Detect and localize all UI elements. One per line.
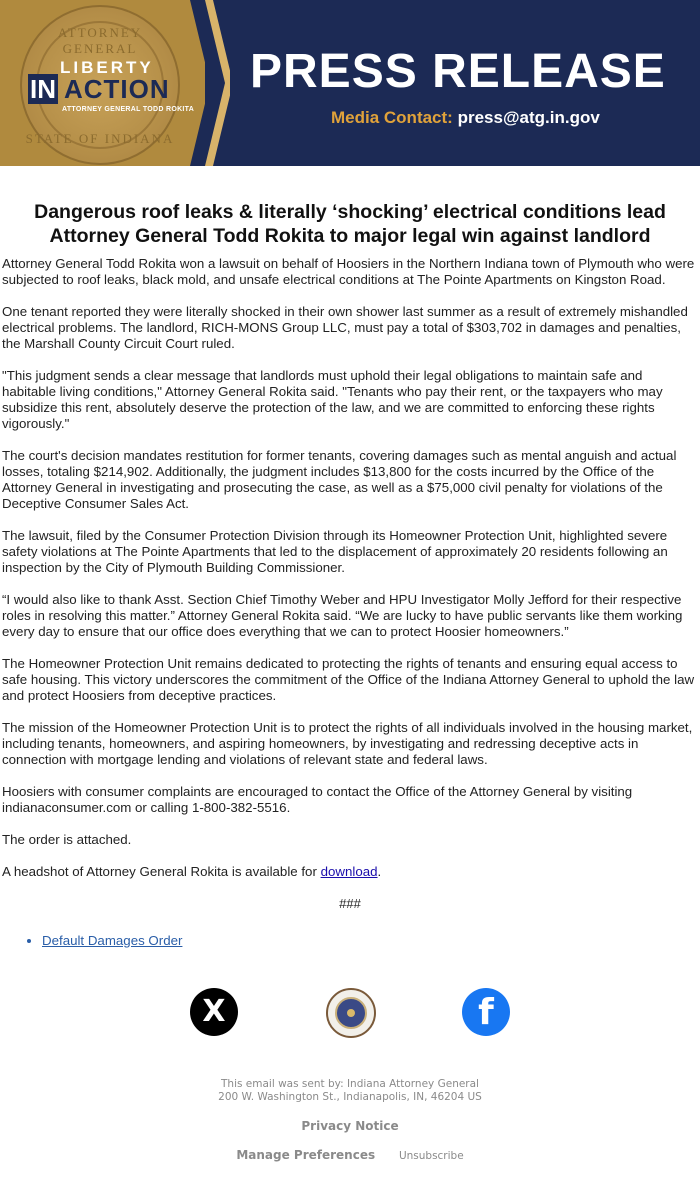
media-contact-label: Media Contact: [331, 108, 453, 127]
social-links [0, 968, 700, 1048]
attorney-general-seal-icon[interactable] [326, 988, 376, 1038]
manage-preferences-link[interactable]: Manage Preferences [236, 1148, 376, 1162]
seal-bottom-text: STATE OF INDIANA [25, 131, 175, 146]
preferences-row [0, 1149, 700, 1163]
address-text: 200 W. Washington St., Indianapolis, IN, 46204 US [218, 1091, 482, 1103]
attachment-list [2, 933, 698, 948]
headline [0, 200, 700, 248]
x-icon[interactable] [190, 988, 238, 1036]
media-contact-email: press@atg.in.gov [457, 108, 600, 127]
paragraph: "This judgment sends a clear message that landlords must uphold their legal obligations to maintain safe and habitable living conditions," Attorney General Rokita said. "Tenants who pay their rent, or the taxpayers who may subsidize this rent, absolutely deserve the protection of the law, and we are committed to enforcing these rights vigorously." [2, 368, 663, 431]
liberty-in-action-logo [22, 58, 195, 118]
headline-line-2: Attorney General Todd Rokita to major legal win against landlord [49, 225, 651, 247]
default-damages-order-link[interactable]: Default Damages Order [42, 933, 183, 948]
press-release-banner [0, 0, 700, 166]
banner-title: PRESS RELEASE [250, 45, 666, 98]
seal-top-text: ATTORNEY GENERAL [57, 25, 143, 56]
paragraph: Attorney General Todd Rokita won a lawsuit on behalf of Hoosiers in the Northern Indiana town of Plymouth who were subjected to roof leaks, black mold, and unsafe electrical conditions at The Pointe Apartments on Kingston Road. [2, 256, 695, 287]
headshot-text: A headshot of Attorney General Rokita is available for [2, 864, 321, 879]
logo-subtitle: ATTORNEY GENERAL TODD ROKITA [62, 106, 195, 113]
logo-in-text: IN [30, 74, 56, 104]
paragraph: The mission of the Homeowner Protection Unit is to protect the rights of all individuals involved in the housing market, including tenants, homeowners, and aspiring homeowners, by investigating and redressing deceptive acts in connection with mortgage lending and violations of relevant state and federal laws. [2, 720, 693, 767]
paragraph: “I would also like to thank Asst. Section Chief Timothy Weber and HPU Investigator Molly Jefford for their respective roles in resolving this matter.” Attorney General Rokita said. “We are lucky to have public servants like them working every day to ensure that our office does everything that we can to protect Hoosier homeowners.” [2, 592, 683, 639]
headshot-paragraph [2, 864, 698, 880]
article-body [0, 256, 700, 948]
unsubscribe-link[interactable]: Unsubscribe [398, 1150, 464, 1162]
logo-liberty-text: LIBERTY [60, 58, 154, 77]
paragraph: One tenant reported they were literally shocked in their own shower last summer as a result of extremely mishandled electrical problems. The landlord, RICH-MONS Group LLC, must pay a total of $303,702 in damages and penalties, the Marshall County Circuit Court ruled. [2, 304, 688, 351]
facebook-icon[interactable] [462, 988, 510, 1036]
logo-action-text: ACTION [64, 74, 170, 104]
paragraph: Hoosiers with consumer complaints are encouraged to contact the Office of the Attorney General by visiting indianaconsumer.com or calling 1-800-382-5516. [2, 784, 633, 815]
download-link[interactable]: download [320, 864, 378, 879]
x-glyph: X [202, 994, 226, 1029]
paragraph: The Homeowner Protection Unit remains dedicated to protecting the rights of tenants and ensuring equal access to safe housing. This victory underscores the commitment of the Office of the Indiana Attorney General to uphold the law and protect Hoosiers from deceptive practices. [2, 656, 695, 703]
sent-by-text: This email was sent by: Indiana Attorney General [221, 1078, 479, 1090]
paragraph: The court's decision mandates restitution for former tenants, covering damages such as mental anguish and actual losses, totaling $214,902. Additionally, the judgment includes $13,800 for the costs incurred by the Office of the Attorney General in investigating and prosecuting the case, as well as a $75,000 civil penalty for violations of the Deceptive Consumer Sales Act. [2, 448, 677, 511]
email-footer [0, 1078, 700, 1163]
end-separator: ### [339, 896, 361, 911]
paragraph: The order is attached. [2, 832, 132, 847]
facebook-glyph: f [478, 992, 494, 1033]
list-item [42, 933, 698, 948]
privacy-notice-link[interactable]: Privacy Notice [301, 1119, 399, 1133]
headshot-end: . [377, 864, 382, 879]
media-contact [331, 108, 600, 128]
paragraph: The lawsuit, filed by the Consumer Protection Division through its Homeowner Protection Unit, highlighted severe safety violations at The Pointe Apartments that led to the displacement of approximately 20 residents following an inspection by the City of Plymouth Building Commissioner. [2, 528, 668, 575]
headline-line-1: Dangerous roof leaks & literally ‘shocking’ electrical conditions lead [34, 201, 666, 223]
